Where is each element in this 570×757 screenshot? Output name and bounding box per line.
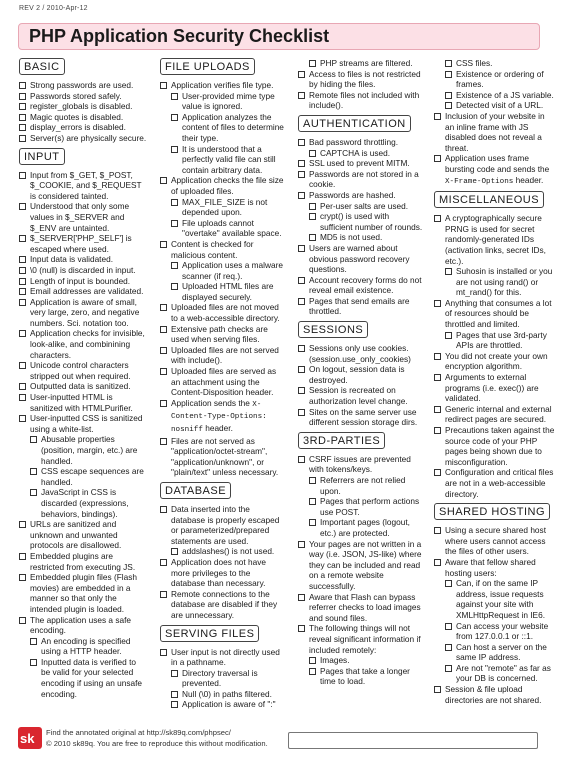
checklist-item-text: Precautions taken against the source code of your PHP pages being shown due to misconfiguration. bbox=[445, 425, 555, 467]
checklist-item-text: Strong passwords are used. bbox=[30, 80, 134, 90]
checklist-item-text: Bad password throttling. bbox=[309, 136, 399, 147]
footer-blank-field bbox=[288, 732, 538, 749]
checklist-item[interactable] bbox=[434, 213, 556, 266]
checklist-item-text: Null (\0) in paths filtered. bbox=[182, 688, 272, 699]
checklist-item-text: Pages that take a longer time to load. bbox=[320, 665, 410, 687]
checklist-subitem[interactable] bbox=[30, 466, 147, 487]
checklist-item[interactable] bbox=[19, 122, 147, 133]
checklist-item-text: Detected visit of a URL. bbox=[456, 100, 544, 111]
checklist-item-text: The application uses a safe encoding. bbox=[30, 614, 132, 636]
checklist-item[interactable] bbox=[298, 137, 424, 148]
checklist-item[interactable] bbox=[434, 153, 556, 187]
checklist-item[interactable] bbox=[298, 364, 424, 385]
checklist-item-text: User-provided mime type value is ignored. bbox=[182, 90, 275, 112]
checklist-subitem[interactable] bbox=[445, 642, 556, 663]
checklist-subitem[interactable] bbox=[445, 58, 556, 69]
checklist-item-text: Configuration and critical files are not in a web-accessible directory. bbox=[445, 467, 554, 499]
footer-copyright-line: © 2010 sk89q. You are free to reproduce this without modification. bbox=[46, 739, 268, 748]
section-heading: SESSIONS bbox=[298, 321, 368, 338]
checklist-item-text: Pages that send emails are throttled. bbox=[309, 295, 410, 317]
checklist-item-text: Suhosin is installed or you are not using rand() or mt_rand() for this. bbox=[456, 266, 553, 298]
checklist-item-text: Inputted data is verified to be valid for your selected encoding if using an unsafe encoding. bbox=[41, 656, 143, 699]
section-heading: DATABASE bbox=[160, 482, 231, 499]
checklist-item[interactable] bbox=[19, 91, 147, 102]
checklist-item[interactable] bbox=[19, 133, 147, 144]
checklist-item-text: Embedded plugins are restricted from executing JS. bbox=[30, 550, 136, 572]
checklist-item-text: Can access your website from 127.0.0.1 or ::1. bbox=[456, 620, 549, 642]
checklist-subitem[interactable] bbox=[171, 112, 286, 144]
checklist-item[interactable] bbox=[160, 302, 286, 323]
checklist-item-text: Inclusion of your website in an inline frame with JS disabled does not reveal a threat. bbox=[445, 110, 545, 153]
checklist-item[interactable] bbox=[19, 381, 147, 392]
checklist-item[interactable] bbox=[434, 557, 556, 578]
checklist-item-text: MAX_FILE_SIZE is not depended upon. bbox=[182, 196, 268, 218]
checklist-item-text: Server(s) are physically secure. bbox=[30, 132, 147, 143]
footer bbox=[18, 727, 538, 749]
checklist-subitem[interactable] bbox=[309, 201, 424, 212]
checklist-item[interactable] bbox=[160, 324, 286, 345]
checklist-item-text: Passwords are hashed. bbox=[309, 189, 396, 200]
checklist-item-text: Application uses a malware scanner (if req.). bbox=[182, 260, 283, 281]
checklist-item[interactable] bbox=[19, 112, 147, 123]
checklist-subitem[interactable] bbox=[445, 69, 556, 90]
checklist-subitem[interactable] bbox=[171, 699, 286, 710]
checklist-item-text: Application is aware of ":" bbox=[182, 699, 276, 710]
checklist-item-text: Outputted data is sanitized. bbox=[30, 381, 131, 392]
checklist-item-text: Images. bbox=[320, 655, 350, 666]
checklist-item-text: Referrers are not relied upon. bbox=[320, 475, 406, 496]
checklist-item-text: CSRF issues are prevented with tokens/keys. bbox=[309, 453, 411, 475]
checklist-subitem[interactable] bbox=[309, 148, 424, 159]
header-name-code: X-Frame-Options bbox=[445, 177, 514, 186]
checklist-subitem[interactable] bbox=[309, 655, 424, 666]
checklist-subitem[interactable] bbox=[309, 517, 424, 538]
section-heading: 3RD-PARTIES bbox=[298, 432, 385, 449]
checklist-item[interactable] bbox=[298, 243, 424, 275]
checklist-subitem[interactable] bbox=[445, 266, 556, 298]
checklist-item-text: Application verifies file type. bbox=[171, 80, 274, 90]
checklist-subitem[interactable] bbox=[171, 197, 286, 218]
checklist-item[interactable] bbox=[160, 345, 286, 366]
checklist-item[interactable] bbox=[19, 80, 147, 91]
checklist-item-text: CAPTCHA is used. bbox=[320, 147, 391, 158]
checklist-item-text: Email addresses are validated. bbox=[30, 286, 144, 297]
checklist-item-text: User-inputted CSS is sanitized using a white-list. bbox=[30, 413, 143, 434]
checklist-item[interactable] bbox=[434, 425, 556, 467]
checklist-item[interactable] bbox=[160, 80, 286, 91]
checklist-subitem[interactable] bbox=[171, 144, 286, 176]
checklist-subitem[interactable] bbox=[30, 636, 147, 657]
checklist-item[interactable] bbox=[19, 276, 147, 287]
checklist-subitem[interactable] bbox=[171, 689, 286, 700]
checklist-item-text: Extensive path checks are used when serving files. bbox=[171, 323, 268, 345]
checklist-item[interactable] bbox=[298, 592, 424, 624]
checklist-item[interactable] bbox=[160, 366, 286, 398]
checklist-item[interactable] bbox=[298, 454, 424, 475]
checklist-item-text: Length of input is bounded. bbox=[30, 275, 131, 286]
checklist-item-text: addslashes() is not used. bbox=[182, 546, 275, 557]
checklist-item-text: The following things will not reveal significant information if included remotely: bbox=[309, 623, 421, 655]
checklist-subitem[interactable] bbox=[171, 260, 286, 281]
checklist-item[interactable] bbox=[160, 398, 286, 436]
checklist-subitem[interactable] bbox=[445, 90, 556, 101]
checklist-item[interactable] bbox=[160, 647, 286, 668]
section-heading: MISCELLANEOUS bbox=[434, 191, 544, 208]
checklist-item-text: Application checks for invisible, look-alike, and combinining characters. bbox=[30, 328, 145, 360]
checklist-item-text: Aware that Flash can bypass referrer checks to load images and sound files. bbox=[309, 591, 421, 623]
checklist-item-text: Embedded plugin files (Flash movies) are embedded in a manner so that only the intended plugin is loaded. bbox=[30, 572, 137, 614]
checklist-subitem[interactable] bbox=[30, 487, 147, 519]
checklist-subitem[interactable] bbox=[445, 621, 556, 642]
checklist-item-text: On logout, session data is destroyed. bbox=[309, 364, 405, 385]
checklist-item-text: Generic internal and external redirect pages are secured. bbox=[445, 403, 552, 425]
checklist-item[interactable] bbox=[19, 101, 147, 112]
checklist-item[interactable] bbox=[19, 413, 147, 434]
checklist-item-text: Application checks the file size of uploaded files. bbox=[171, 175, 284, 196]
checklist-item[interactable] bbox=[298, 275, 424, 296]
checklist-item[interactable] bbox=[19, 328, 147, 360]
checklist-item-text: Account recovery forms do not reveal email existence. bbox=[309, 274, 422, 296]
checklist-item[interactable] bbox=[298, 69, 424, 90]
section-heading: FILE UPLOADS bbox=[160, 58, 255, 75]
checklist-item-text: Passwords stored safely. bbox=[30, 90, 122, 101]
checklist-item-text: Application does not have more privileges to the database than necessary. bbox=[171, 556, 267, 589]
checklist-item-text: Directory traversal is prevented. bbox=[182, 667, 258, 689]
checklist-item[interactable] bbox=[160, 175, 286, 196]
checklist-item-text: Session is recreated on authorization level change. bbox=[309, 385, 408, 407]
footer-source-line: Find the annotated original at http://sk89q.com/phpsec/ bbox=[46, 728, 231, 737]
checklist-item-text: Sessions only use cookies. (session.use_only_cookies) bbox=[309, 343, 411, 364]
checklist-subitem[interactable] bbox=[30, 657, 147, 699]
checklist-item-text: Application sends the bbox=[171, 397, 253, 408]
checklist-subitem[interactable] bbox=[445, 330, 556, 351]
checklist-subitem[interactable] bbox=[445, 663, 556, 684]
checklist-item-text: Remote files not included with include(). bbox=[309, 89, 420, 111]
checklist-item-text: User-inputted HTML is sanitized with HTMLPurifier. bbox=[30, 392, 133, 413]
checklist-item[interactable] bbox=[298, 169, 424, 190]
checklist-item-text: Understood that only some values in $_SERVER and $_ENV are untainted. bbox=[30, 201, 130, 233]
checklist-item-text: Magic quotes is disabled. bbox=[30, 111, 124, 122]
section-heading: AUTHENTICATION bbox=[298, 115, 411, 132]
checklist-item[interactable] bbox=[160, 239, 286, 260]
checklist-item[interactable] bbox=[19, 572, 147, 614]
checklist-item-text: Unicode control characters stripped out when required. bbox=[30, 360, 131, 381]
checklist-item-text: PHP streams are filtered. bbox=[320, 58, 413, 68]
checklist-subitem[interactable] bbox=[445, 578, 556, 620]
checklist-item-text: Abusable properties (position, margin, etc.) are handled. bbox=[41, 434, 138, 466]
checklist-item[interactable] bbox=[434, 684, 556, 705]
checklist-subitem[interactable] bbox=[171, 91, 286, 112]
checklist-item[interactable] bbox=[434, 525, 556, 557]
checklist-item-text: Anything that consumes a lot of resources should be throttled and limited. bbox=[445, 297, 552, 330]
checklist-item-text: URLs are sanitized and unknown and unwanted protocols are disallowed. bbox=[30, 519, 122, 551]
checklist-item[interactable] bbox=[298, 407, 424, 428]
checklist-subitem[interactable] bbox=[171, 281, 286, 302]
checklist-item-text: Input from $_GET, $_POST, $_COOKIE, and $_REQUEST is considered tainted. bbox=[30, 169, 142, 201]
checklist-item-text: JavaScript in CSS is discarded (expressions, behaviors, bindings). bbox=[41, 487, 129, 519]
checklist-item-text: CSS escape sequences are handled. bbox=[41, 466, 144, 487]
checklist-item-text: CSS files. bbox=[456, 58, 493, 68]
checklist-item[interactable] bbox=[298, 90, 424, 111]
checklist-item-text: MD5 is not used. bbox=[320, 232, 383, 243]
checklist-item-text: Uploaded files are not served with include(). bbox=[171, 344, 279, 366]
checklist-item-text: Are not "remote" as far as your DB is concerned. bbox=[456, 662, 551, 684]
checklist-item-text: SSL used to prevent MITM. bbox=[309, 158, 410, 169]
checklist-item-text: Uploaded files are not moved to a web-accessible directory. bbox=[171, 302, 280, 324]
checklist-item-text: Can host a server on the same IP address. bbox=[456, 641, 547, 663]
checklist-item[interactable] bbox=[298, 190, 424, 201]
checklist-item-text: Passwords are not stored in a cookie. bbox=[309, 168, 419, 190]
checklist-item-text: Application is aware of small, very large, zero, and negative numbers. Sci. notation too. bbox=[30, 296, 140, 328]
checklist-item-text: Existence of a JS variable. bbox=[456, 89, 554, 100]
checklist-subitem[interactable] bbox=[30, 434, 147, 466]
checklist-item-text: User input is not directly used in a pathname. bbox=[171, 646, 280, 668]
column-4 bbox=[434, 58, 556, 705]
checklist-item[interactable] bbox=[160, 504, 286, 546]
checklist-item[interactable] bbox=[19, 254, 147, 265]
checklist-item[interactable] bbox=[434, 404, 556, 425]
checklist-subitem[interactable] bbox=[309, 475, 424, 496]
checklist-item-text-end: header. bbox=[202, 423, 233, 433]
checklist-item[interactable] bbox=[19, 201, 147, 233]
checklist-item[interactable] bbox=[298, 539, 424, 592]
column-1 bbox=[19, 58, 147, 699]
section-heading: INPUT bbox=[19, 148, 65, 165]
checklist-item[interactable] bbox=[298, 343, 424, 364]
column-3 bbox=[298, 58, 424, 687]
checklist-item-text: Users are warned about obvious password recovery questions. bbox=[309, 242, 410, 275]
checklist-item-text: display_errors is disabled. bbox=[30, 122, 126, 133]
header-name-code: X-Content-Type-Options: nosniff bbox=[171, 400, 267, 434]
checklist-item[interactable] bbox=[160, 589, 286, 621]
checklist-item[interactable] bbox=[19, 233, 147, 254]
checklist-item-text: Remote connections to the database are disabled if they are unnecessary. bbox=[171, 588, 278, 620]
checklist-item-text: Can, if on the same IP address, issue requests against your site with XMLHttpRequest in IE6. bbox=[456, 578, 546, 620]
checklist-subitem[interactable] bbox=[171, 668, 286, 689]
checklist-subitem[interactable] bbox=[309, 666, 424, 687]
column-2 bbox=[160, 58, 286, 710]
checklist-subitem[interactable] bbox=[309, 496, 424, 517]
checklist-item-text: Important pages (logout, etc.) are protected. bbox=[320, 517, 410, 538]
checklist-item[interactable] bbox=[19, 519, 147, 551]
checklist-item[interactable] bbox=[434, 372, 556, 404]
checklist-item-text: Session & file upload directories are not shared. bbox=[445, 684, 542, 705]
checklist-item-text: Access to files is not restricted by hiding the files. bbox=[309, 68, 421, 90]
footer-text bbox=[46, 727, 268, 749]
checklist-item[interactable] bbox=[19, 392, 147, 413]
checklist-item-text: $_SERVER['PHP_SELF'] is escaped where used. bbox=[30, 233, 132, 254]
checklist-item[interactable] bbox=[298, 158, 424, 169]
checklist-item-text: Aware that fellow shared hosting users: bbox=[445, 556, 536, 578]
checklist-subitem[interactable] bbox=[445, 100, 556, 111]
title-banner bbox=[18, 23, 540, 50]
checklist-item[interactable] bbox=[434, 111, 556, 153]
checklist-item-text: crypt() is used with sufficient number of rounds. bbox=[320, 211, 423, 232]
page-title: PHP Application Security Checklist bbox=[29, 26, 330, 46]
checklist-item-text: File uploads cannot "overtake" available space. bbox=[182, 217, 282, 239]
checklist-item-text-end: header. bbox=[513, 174, 544, 185]
checklist-item-text: Existence or ordering of frames. bbox=[456, 68, 544, 90]
checklist-item[interactable] bbox=[298, 296, 424, 317]
checklist-item[interactable] bbox=[19, 551, 147, 572]
checklist-item-text: Arguments to external programs (i.e. exec()) are validated. bbox=[445, 372, 539, 404]
checklist-item-text: You did not create your own encryption algorithm. bbox=[445, 350, 548, 372]
checklist-item-text: Using a secure shared host where users cannot access the files of other users. bbox=[445, 525, 547, 557]
checklist-subitem[interactable] bbox=[171, 218, 286, 239]
checklist-item-text: Pages that perform actions use POST. bbox=[320, 496, 420, 517]
checklist-item[interactable] bbox=[160, 557, 286, 589]
checklist-item[interactable] bbox=[434, 298, 556, 330]
checklist-item[interactable] bbox=[19, 265, 147, 276]
checklist-item-text: Per-user salts are used. bbox=[320, 200, 409, 211]
checklist-item[interactable] bbox=[434, 351, 556, 372]
checklist-item-text: Uploaded files are served as an attachment using the Content-Disposition header. bbox=[171, 366, 277, 398]
checklist-subitem[interactable] bbox=[309, 58, 424, 69]
checklist-item-text: Your pages are not written in a way (i.e. JSON, JS-like) where they can be included and read on a remote website successfully. bbox=[309, 538, 422, 591]
checklist-item[interactable] bbox=[19, 615, 147, 636]
section-heading: SHARED HOSTING bbox=[434, 503, 550, 520]
checklist-item-text: Uploaded HTML files are displayed securely. bbox=[182, 281, 274, 302]
section-heading: BASIC bbox=[19, 58, 65, 75]
checklist-item-text: Input data is validated. bbox=[30, 254, 114, 265]
checklist-item-text: Application analyzes the content of files to determine their type. bbox=[182, 111, 284, 143]
checklist-item-text: register_globals is disabled. bbox=[30, 101, 133, 112]
checklist-item-text: \0 (null) is discarded in input. bbox=[30, 264, 136, 275]
checklist-item[interactable] bbox=[19, 297, 147, 329]
checklist-item[interactable] bbox=[19, 286, 147, 297]
checklist-item-text: An encoding is specified using a HTTP header. bbox=[41, 635, 131, 657]
checklist-subitem[interactable] bbox=[309, 211, 424, 232]
checklist-item[interactable] bbox=[19, 170, 147, 202]
checklist-item-text: Pages that use 3rd-party APIs are throttled. bbox=[456, 329, 547, 351]
checklist-item[interactable] bbox=[298, 623, 424, 655]
sk89q-logo-icon bbox=[18, 727, 42, 749]
checklist-item[interactable] bbox=[298, 385, 424, 406]
checklist-item-text: Files are not served as "application/octet-stream", "application/unknown", or "plain/text" unless necessary. bbox=[171, 435, 279, 478]
checklist-item-text: Data inserted into the database is properly escaped or parameterized/prepared statements are used. bbox=[171, 503, 280, 546]
checklist-item-text: Application uses frame bursting code and sends the bbox=[445, 153, 550, 174]
checklist-item-text: Sites on the same server use different session storage dirs. bbox=[309, 406, 418, 428]
section-heading: SERVING FILES bbox=[160, 625, 259, 642]
checklist-item[interactable] bbox=[160, 436, 286, 478]
checklist-item[interactable] bbox=[434, 467, 556, 499]
checklist-subitem[interactable] bbox=[309, 232, 424, 243]
checklist-subitem[interactable] bbox=[171, 546, 286, 557]
checklist-item[interactable] bbox=[19, 360, 147, 381]
checklist-item-text: Content is checked for malicious content. bbox=[171, 238, 254, 260]
svg-text:sk: sk bbox=[20, 731, 35, 746]
revision-label: REV 2 / 2010-Apr-12 bbox=[19, 5, 88, 12]
checklist-item-text: A cryptographically secure PRNG is used for secret randomly-generated IDs (activation links, secret IDs, etc.). bbox=[445, 213, 546, 266]
checklist-item-text: It is understood that a perfectly valid file can still contain arbitrary data. bbox=[182, 143, 276, 175]
